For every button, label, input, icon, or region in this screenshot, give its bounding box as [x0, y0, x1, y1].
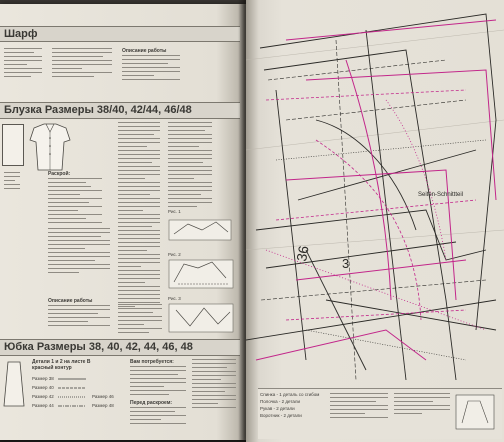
skirt-title: Юбка Размеры 38, 40, 42, 44, 46, 48: [4, 341, 193, 353]
needed-heading: Вам потребуется:: [130, 359, 174, 365]
blouse-work-text-3: [168, 122, 212, 210]
legend-line: Рукав - 2 детали: [260, 406, 295, 411]
blouse-size-notes: [4, 172, 20, 192]
legend-text-col2: [330, 393, 388, 421]
blouse-work-heading: Описание работы: [48, 298, 93, 304]
blouse-work-text-2: [118, 122, 160, 310]
legend-line: Полочка - 2 детали: [260, 399, 301, 404]
legend-drawing: [454, 393, 498, 433]
scarf-text-col1: [4, 48, 42, 80]
blouse-front-sketch: [2, 124, 24, 166]
pattern-piece-label: Seiten-Schnittteil: [418, 192, 464, 198]
size-row: Размер 44: [32, 403, 54, 408]
legend-line: Воротник - 2 детали: [260, 413, 302, 418]
pattern-sheet-page: [246, 0, 504, 442]
pattern-sheet-drawing: [246, 0, 504, 442]
scarf-work-heading: Описание работы: [122, 48, 167, 54]
size-row: Размер 38: [32, 376, 54, 381]
pattern-legend: [258, 388, 502, 439]
fig3-drawing: [168, 302, 236, 336]
left-page: [0, 4, 246, 440]
fig1-label: Рис. 1: [168, 209, 181, 214]
skirt-work-text: [192, 359, 236, 411]
pattern-number-36: 36: [293, 244, 312, 263]
pattern-number-3: 3: [342, 256, 350, 271]
before-cutting-heading: Перед раскроем:: [130, 400, 173, 406]
fig2-label: Рис. 2: [168, 252, 181, 257]
cutting-notes: [48, 228, 110, 276]
blouse-work-text-1: [48, 305, 110, 329]
scarf-title: Шарф: [4, 28, 38, 40]
blouse-title: Блузка Размеры 38/40, 42/44, 46/48: [4, 104, 192, 116]
size-row: Размер 46: [92, 394, 114, 399]
legend-line: Спинка - 1 деталь со сгибом: [260, 392, 320, 397]
scarf-section-header: [0, 26, 240, 42]
skirt-sketch: [2, 358, 26, 410]
needed-text: [130, 366, 186, 398]
fig3-label: Рис. 3: [168, 296, 181, 301]
size-row: Размер 42: [32, 394, 54, 399]
size-row: Размер 40: [32, 385, 54, 390]
size-row: Размер 48: [92, 403, 114, 408]
before-cutting-text: [130, 407, 186, 427]
scarf-text-col3: [122, 55, 180, 83]
legend-text-col3: [394, 393, 450, 417]
cutting-list: [48, 178, 102, 226]
fig1-drawing: [168, 216, 234, 244]
fig2-drawing: [168, 258, 236, 292]
skirt-parts-heading: Детали 1 и 2 на листе В красный контур: [32, 359, 91, 371]
blouse-technical-drawing: [26, 122, 74, 174]
cutting-heading: Раскрой:: [48, 171, 71, 177]
scarf-text-col2: [52, 48, 112, 80]
skirt-section-header: [0, 339, 240, 356]
blouse-work-text-4: [118, 304, 162, 336]
blouse-section-header: [0, 102, 240, 119]
